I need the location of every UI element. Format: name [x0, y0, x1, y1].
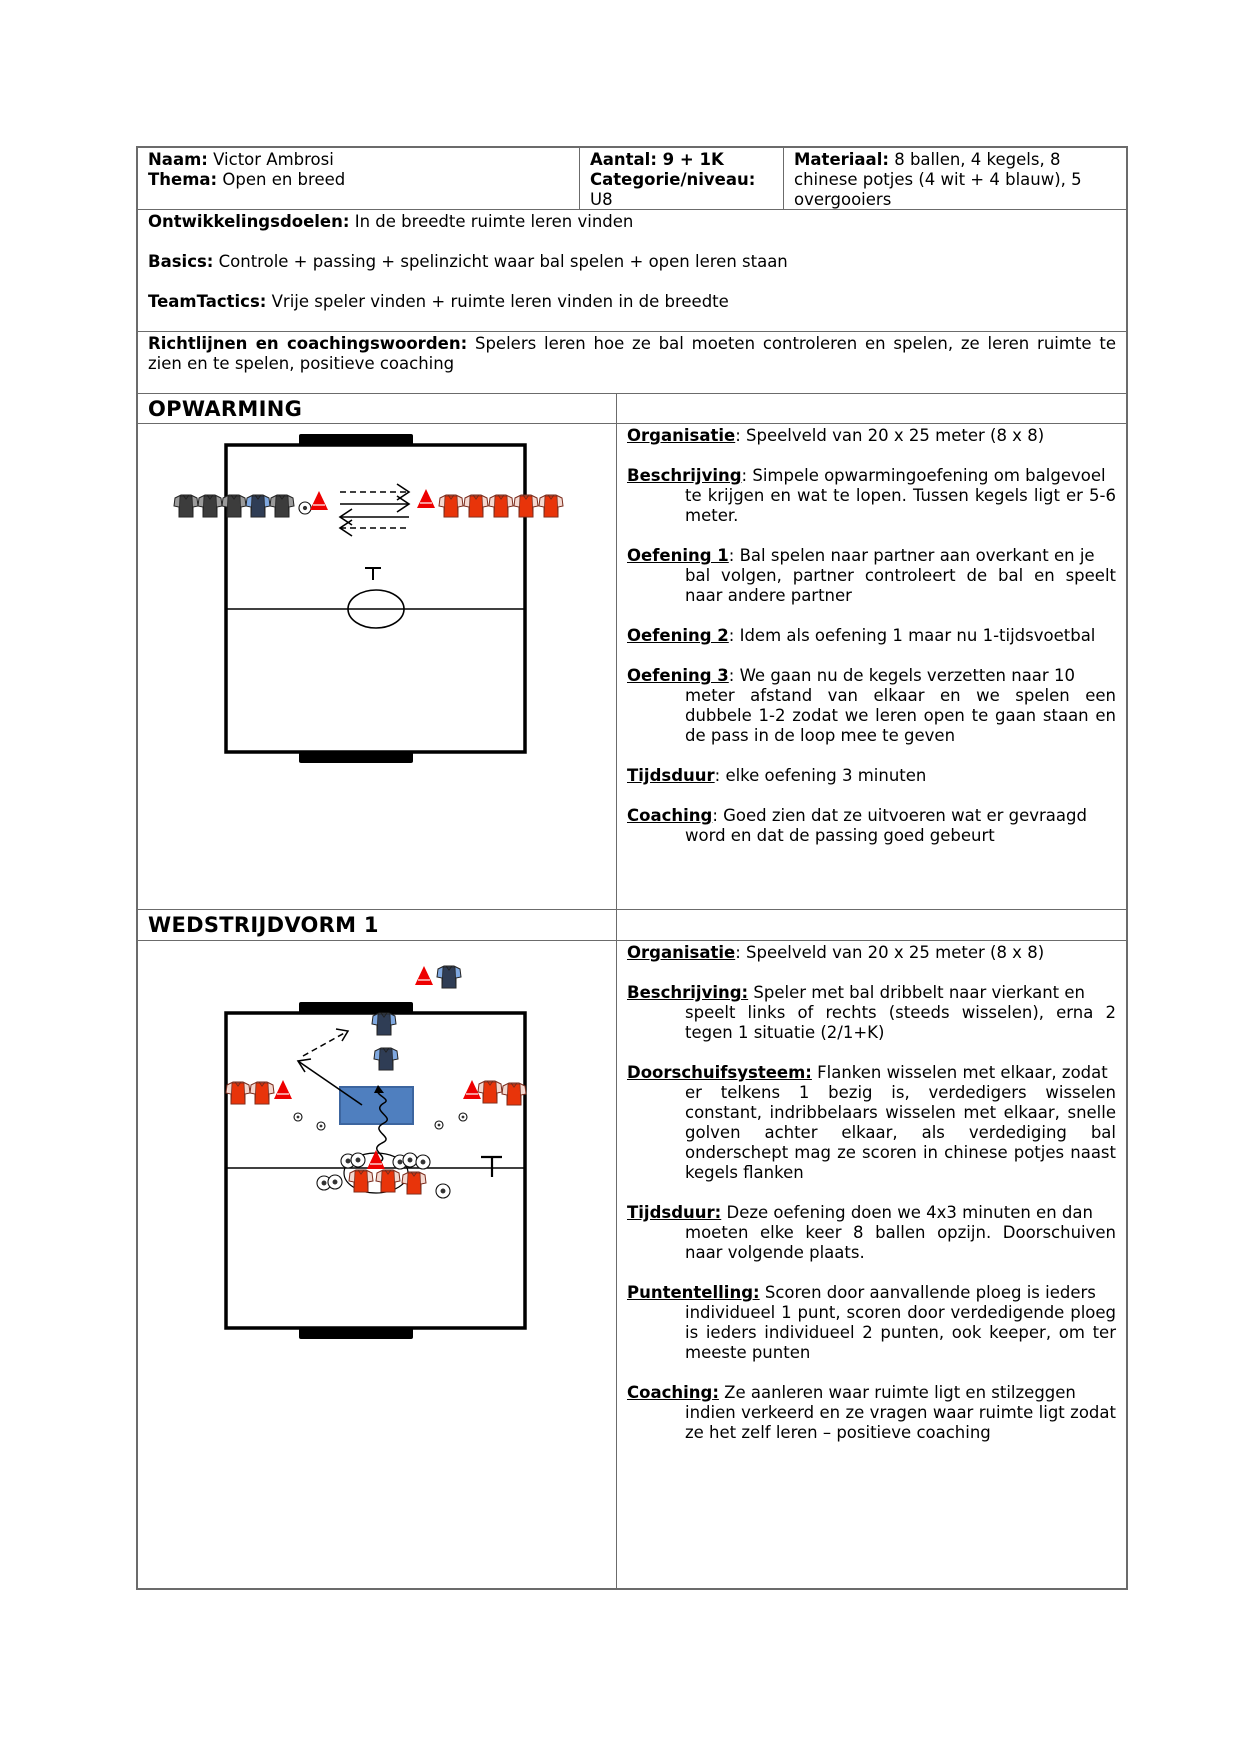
description-item-label: Oefening 1: [627, 546, 729, 565]
ball-patch: [346, 1159, 351, 1164]
field-boundary: [226, 445, 525, 752]
ball-patch: [462, 1116, 465, 1119]
categorie-value: U8: [590, 190, 613, 209]
goals-row: [138, 210, 1126, 332]
description-item-first-line: [627, 806, 1116, 826]
description-item-text: Bal spelen naar partner aan overkant en je: [734, 546, 1095, 565]
categorie-label: Categorie/niveau:: [590, 170, 756, 189]
wedstrijdvorm-description: [616, 941, 1126, 1588]
description-item-continuation: speelt links of rechts (steeds wisselen), erna 2 tegen 1 situatie (2/1+K): [685, 1003, 1116, 1042]
wedstrijdvorm-diagram-cell: [138, 941, 616, 1588]
description-item-text: Ze aanleren waar ruimte ligt en stilzeggen: [718, 1383, 1076, 1402]
description-item-first-line: [627, 1063, 1116, 1083]
opwarming-header-row: [138, 394, 1126, 424]
description-item-label: Tijdsduur: [627, 766, 715, 785]
description-item-label: Oefening 2: [627, 626, 729, 645]
description-item-continuation: bal volgen, partner controleert de bal en speelt naar andere partner: [685, 566, 1116, 605]
description-item: [627, 626, 1116, 646]
description-item-text: Speler met bal dribbelt naar vierkant en: [748, 983, 1085, 1002]
basics-value: Controle + passing + spelinzicht waar bal spelen + open leren staan: [218, 252, 788, 271]
description-item-text: Goed zien dat ze uitvoeren wat er gevraagd: [717, 806, 1087, 825]
naam-value: Victor Ambrosi: [213, 150, 334, 169]
description-item: [627, 1283, 1116, 1363]
thema-value: Open en breed: [222, 170, 346, 189]
description-item-label: Oefening 3: [627, 666, 729, 685]
description-item-text: We gaan nu de kegels verzetten naar 10: [734, 666, 1075, 685]
description-item-first-line: [627, 426, 1116, 446]
ball-patch: [356, 1158, 361, 1163]
description-item-first-line: [627, 466, 1116, 486]
description-item-continuation: individueel 1 punt, scoren door verdedigende ploeg is ieders individueel 2 punten, ook keeper, om ter meeste punten: [685, 1303, 1116, 1362]
thema-label: Thema:: [148, 170, 218, 189]
description-item-first-line: [627, 766, 1116, 786]
description-item-continuation: indien verkeerd en ze vragen waar ruimte ligt zodat ze het zelf leren – positieve coaching: [685, 1403, 1116, 1442]
description-item-first-line: [627, 626, 1116, 646]
description-item: [627, 1063, 1116, 1183]
basics-label: Basics:: [148, 252, 214, 271]
opwarming-header-empty: [616, 394, 1126, 423]
description-item-first-line: [627, 1383, 1116, 1403]
description-item-text: Speelveld van 20 x 25 meter (8 x 8): [740, 426, 1045, 445]
richtlijnen-label: Richtlijnen en coachingswoorden:: [148, 334, 468, 353]
description-item-text: Deze oefening doen we 4x3 minuten en dan: [721, 1203, 1093, 1222]
description-item-first-line: [627, 546, 1116, 566]
player-shirt-icon: [174, 495, 198, 517]
materiaal-label: Materiaal:: [794, 150, 889, 169]
description-item-continuation: te krijgen en wat te lopen. Tussen kegels ligt er 5-6 meter.: [685, 486, 1116, 525]
description-item: [627, 943, 1116, 963]
description-item-label: Tijdsduur:: [627, 1203, 722, 1222]
naam-thema-cell: [138, 148, 579, 209]
description-item-continuation: er telkens 1 bezig is, verdedigers wisselen constant, indribbelaars wisselen met elkaar, snelle golven achter elkaar, als verdediging bal onderschept mag ze scoren in chinese potjes naast kegels flanken: [685, 1083, 1116, 1182]
description-item-label: Coaching: [627, 806, 713, 825]
opwarming-title: OPWARMING: [148, 397, 303, 421]
ball-patch: [441, 1189, 446, 1194]
description-item-first-line: [627, 983, 1116, 1003]
opwarming-field-diagram: [138, 424, 616, 910]
cone-icon: [415, 966, 433, 985]
opwarming-body-row: [138, 424, 1126, 910]
opwarming-description: [616, 424, 1126, 909]
player-shirt-icon: [198, 495, 222, 517]
description-item-label: Coaching:: [627, 1383, 719, 1402]
description-item-separator: :: [728, 666, 735, 685]
description-item: [627, 766, 1116, 786]
player-shirt-icon: [437, 966, 461, 988]
header-row: [138, 148, 1126, 210]
description-item-label: Organisatie: [627, 426, 736, 445]
description-item-separator: :: [741, 466, 748, 485]
description-item-label: Doorschuifsysteem:: [627, 1063, 812, 1082]
description-item-separator: :: [728, 626, 735, 645]
description-item-first-line: [627, 1283, 1116, 1303]
materiaal-value: 8 ballen, 4 kegels, 8 chinese potjes (4 wit + 4 blauw), 5 overgooiers: [794, 150, 1082, 209]
teamtactics-value: Vrije speler vinden + ruimte leren vinden in de breedte: [271, 292, 729, 311]
aantal-cell: [579, 148, 783, 209]
wedstrijdvorm-title: WEDSTRIJDVORM 1: [148, 913, 379, 937]
description-item: [627, 546, 1116, 606]
teamtactics-label: TeamTactics:: [148, 292, 267, 311]
ball-patch: [322, 1181, 327, 1186]
description-item-continuation: meter afstand van elkaar en we spelen een dubbele 1-2 zodat we leren open te gaan staan en de pass in de loop mee te geven: [685, 686, 1116, 745]
aantal-label: Aantal: 9 + 1K: [590, 150, 724, 169]
description-item-first-line: [627, 666, 1116, 686]
ball-patch: [398, 1160, 403, 1165]
description-item: [627, 983, 1116, 1043]
richtlijnen-value: Spelers leren hoe ze bal moeten controleren en spelen, ze leren ruimte te zien en te spelen, positieve coaching: [148, 334, 1116, 373]
ball-patch: [320, 1125, 323, 1128]
richtlijnen-cell: [138, 332, 1126, 393]
description-item-label: Puntentelling:: [627, 1283, 760, 1302]
description-item-text: Flanken wisselen met elkaar, zodat: [811, 1063, 1108, 1082]
ball-patch: [333, 1180, 338, 1185]
wedstrijdvorm-header-empty: [616, 910, 1126, 940]
description-item: [627, 1203, 1116, 1263]
ball-patch: [421, 1160, 426, 1165]
description-item-label: Beschrijving: [627, 466, 742, 485]
description-item: [627, 666, 1116, 746]
session-table: [136, 146, 1128, 1590]
description-item-separator: :: [712, 806, 718, 825]
description-item-separator: :: [728, 546, 735, 565]
wedstrijdvorm-header-row: [138, 910, 1126, 941]
player-shirt-icon: [539, 495, 563, 517]
description-item-first-line: [627, 943, 1116, 963]
description-item-text: Speelveld van 20 x 25 meter (8 x 8): [740, 943, 1045, 962]
ontwikkelingsdoelen-label: Ontwikkelingsdoelen:: [148, 212, 350, 231]
description-item: [627, 806, 1116, 846]
description-item-separator: :: [714, 766, 721, 785]
ball-patch: [303, 506, 307, 510]
ontwikkelingsdoelen-value: In de breedte ruimte leren vinden: [354, 212, 634, 231]
description-item-text: Idem als oefening 1 maar nu 1-tijdsvoetbal: [734, 626, 1096, 645]
field-boundary: [226, 1013, 525, 1328]
wedstrijdvorm-body-row: [138, 941, 1126, 1588]
description-item-first-line: [627, 1203, 1116, 1223]
description-item-separator: :: [735, 426, 741, 445]
description-item: [627, 466, 1116, 526]
description-item-text: Scoren door aanvallende ploeg is ieders: [759, 1283, 1096, 1302]
ball-patch: [438, 1124, 441, 1127]
description-item: [627, 1383, 1116, 1443]
description-item-label: Beschrijving:: [627, 983, 749, 1002]
description-item: [627, 426, 1116, 446]
description-item-label: Organisatie: [627, 943, 736, 962]
ball-patch: [408, 1158, 413, 1163]
opwarming-diagram-cell: [138, 424, 616, 909]
richtlijnen-row: [138, 332, 1126, 394]
materiaal-cell: [783, 148, 1126, 209]
wedstrijdvorm-field-diagram: [138, 941, 616, 1588]
ball-patch: [297, 1116, 300, 1119]
description-item-text: Simpele opwarmingoefening om balgevoel: [747, 466, 1106, 485]
description-item-continuation: moeten elke keer 8 ballen opzijn. Doorschuiven naar volgende plaats.: [685, 1223, 1116, 1262]
description-item-separator: :: [735, 943, 741, 962]
naam-label: Naam:: [148, 150, 208, 169]
description-item-continuation: word en dat de passing goed gebeurt: [685, 826, 995, 845]
description-item-text: elke oefening 3 minuten: [720, 766, 927, 785]
goals-cell: [138, 210, 1126, 331]
